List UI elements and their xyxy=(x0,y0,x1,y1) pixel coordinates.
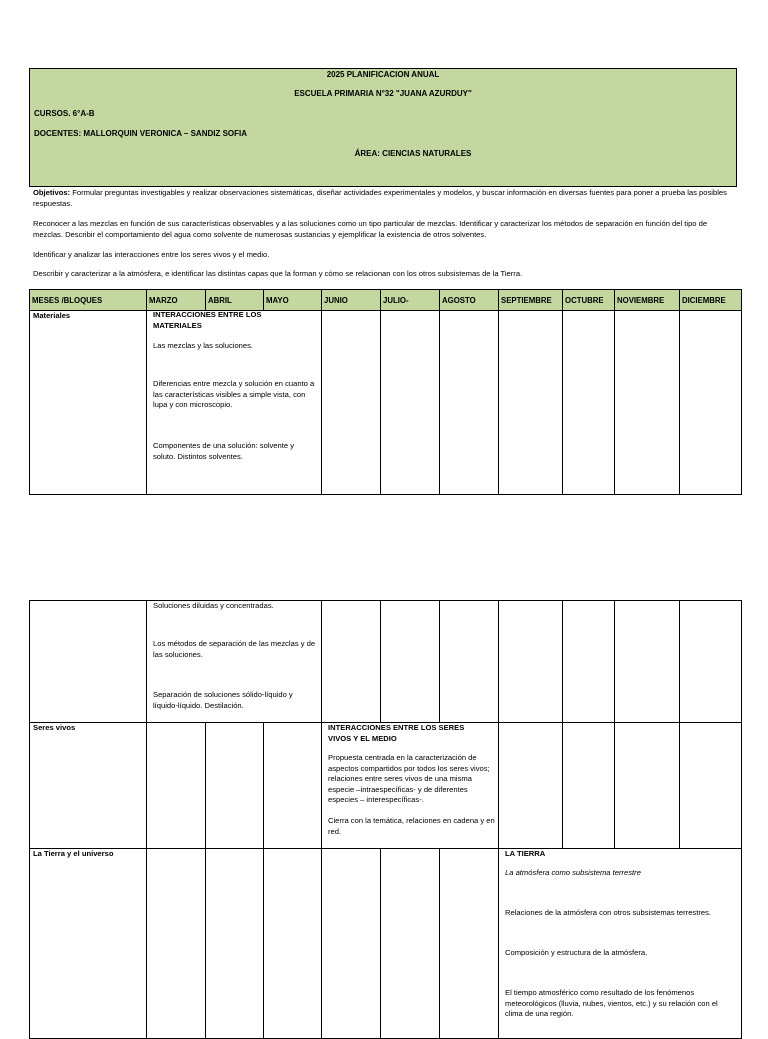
empty-cell xyxy=(615,601,680,723)
tierra-text-2: Relaciones de la atmósfera con otros subsistemas terrestres. xyxy=(505,908,711,917)
empty-cell xyxy=(680,601,742,723)
table-row-tierra xyxy=(30,849,742,1039)
empty-cell xyxy=(499,311,563,495)
tierra-title: LA TIERRA xyxy=(505,849,546,858)
planning-table-page-2 xyxy=(29,600,742,1039)
empty-cell xyxy=(440,601,499,723)
tierra-text-3: Composición y estructura de la atmósfera. xyxy=(505,948,648,957)
school-name: ESCUELA PRIMARIA N°32 "JUANA AZURDUY" xyxy=(294,89,472,98)
col-header: ABRIL xyxy=(206,290,264,311)
objectives-1 xyxy=(33,188,738,209)
empty-cell xyxy=(563,311,615,495)
col-header: AGOSTO xyxy=(440,290,499,311)
block-label-materiales: Materiales xyxy=(30,311,147,495)
empty-cell xyxy=(563,601,615,723)
empty-cell xyxy=(322,311,381,495)
empty-cell xyxy=(440,849,499,1039)
table-row-materiales-cont xyxy=(30,601,742,723)
empty-cell xyxy=(206,849,264,1039)
materiales-text-3: Componentes de una solución: solvente y soluto. Distintos solventes. xyxy=(153,441,294,461)
table-row-materiales xyxy=(30,311,742,495)
empty-cell xyxy=(615,311,680,495)
seres-vivos-text-2: Cierra con la temática, relaciones en cadena y en red. xyxy=(328,816,495,836)
empty-cell xyxy=(147,849,206,1039)
seres-vivos-text-1: Propuesta centrada en la caracterización de aspectos compartidos por todos los seres vivos; relaciones entre seres vivos de una misma especie –intraespecíficas- y de diferentes especies – interespecíficas-. xyxy=(328,753,490,804)
courses: CURSOS. 6°A-B xyxy=(34,109,95,118)
objectives-label: Objetivos: xyxy=(33,188,71,197)
block-label-tierra: La Tierra y el universo xyxy=(30,849,147,1039)
empty-cell xyxy=(381,849,440,1039)
empty-cell xyxy=(563,723,615,849)
block-label-seres-vivos: Seres vivos xyxy=(30,723,147,849)
materiales-title: INTERACCIONES ENTRE LOS MATERIALES xyxy=(153,310,262,330)
table-row-seres-vivos xyxy=(30,723,742,849)
col-header: JULIO- xyxy=(381,290,440,311)
objectives-text-1: Formular preguntas investigables y realizar observaciones sistemáticas, diseñar actividades experimentales y modelos, y buscar información en diversas fuentes para poner a prueba las posibles respuestas. xyxy=(33,188,727,208)
empty-cell xyxy=(322,849,381,1039)
objectives-text-2: Reconocer a las mezclas en función de sus características observables y a las soluciones como un tipo particular de mezclas. Identificar y caracterizar los métodos de separación en función del tipo de mezclas. Describir el comportamiento del agua como solvente de numerosas sustancias y ejemplificar la existencia de otros solventes. xyxy=(33,219,708,239)
empty-cell xyxy=(440,311,499,495)
area: ÁREA: CIENCIAS NATURALES xyxy=(354,149,472,158)
empty-cell xyxy=(147,723,206,849)
materiales-text-2: Diferencias entre mezcla y solución en cuanto a las características visibles a simple vista, con lupa y con microscopio. xyxy=(153,379,315,409)
col-header: NOVIEMBRE xyxy=(615,290,680,311)
materiales-content-1 xyxy=(147,311,322,495)
col-header: SEPTIEMBRE xyxy=(499,290,563,311)
col-header: MESES /BLOQUES xyxy=(30,290,147,311)
tierra-content xyxy=(499,849,742,1039)
materiales-text-5: Los métodos de separación de las mezclas y de las soluciones. xyxy=(153,639,316,659)
objectives-text-4: Describir y caracterizar a la atmósfera, e identificar las distintas capas que la forman y cómo se relacionan con los otros subsistemas de la Tierra. xyxy=(33,269,523,278)
header-row xyxy=(30,290,742,311)
materiales-text-6: Separación de soluciones sólido-líquido y líquido-líquido. Destilación. xyxy=(153,690,293,710)
header-box xyxy=(29,68,737,187)
col-header: JUNIO xyxy=(322,290,381,311)
col-header: MAYO xyxy=(264,290,322,311)
empty-cell xyxy=(680,311,742,495)
seres-vivos-title: INTERACCIONES ENTRE LOS SERES VIVOS Y EL MEDIO xyxy=(328,723,465,743)
col-header: OCTUBRE xyxy=(563,290,615,311)
empty-cell xyxy=(381,601,440,723)
empty-cell xyxy=(30,601,147,723)
plan-title: 2025 PLANIFICACION ANUAL xyxy=(326,70,440,79)
empty-cell xyxy=(680,723,742,849)
planning-table-page-1 xyxy=(29,289,742,495)
col-header: MARZO xyxy=(147,290,206,311)
empty-cell xyxy=(264,849,322,1039)
seres-vivos-content xyxy=(322,723,499,849)
empty-cell xyxy=(206,723,264,849)
empty-cell xyxy=(322,601,381,723)
materiales-text-1: Las mezclas y las soluciones. xyxy=(153,341,254,350)
tierra-text-4: El tiempo atmosférico como resultado de los fenómenos meteorológicos (lluvia, nubes, vientos, etc.) y su relación con el clima de una región. xyxy=(505,988,718,1018)
empty-cell xyxy=(264,723,322,849)
empty-cell xyxy=(381,311,440,495)
tierra-text-1: La atmósfera como subsistema terrestre xyxy=(505,868,641,877)
empty-cell xyxy=(615,723,680,849)
empty-cell xyxy=(499,601,563,723)
empty-cell xyxy=(499,723,563,849)
teachers: DOCENTES: MALLORQUIN VERONICA – SANDIZ SOFIA xyxy=(34,129,248,138)
col-header: DICIEMBRE xyxy=(680,290,742,311)
materiales-text-4: Soluciones diluidas y concentradas. xyxy=(153,601,274,610)
materiales-content-2 xyxy=(147,601,322,723)
objectives-text-3: Identificar y analizar las interacciones entre los seres vivos y el medio. xyxy=(33,250,270,259)
